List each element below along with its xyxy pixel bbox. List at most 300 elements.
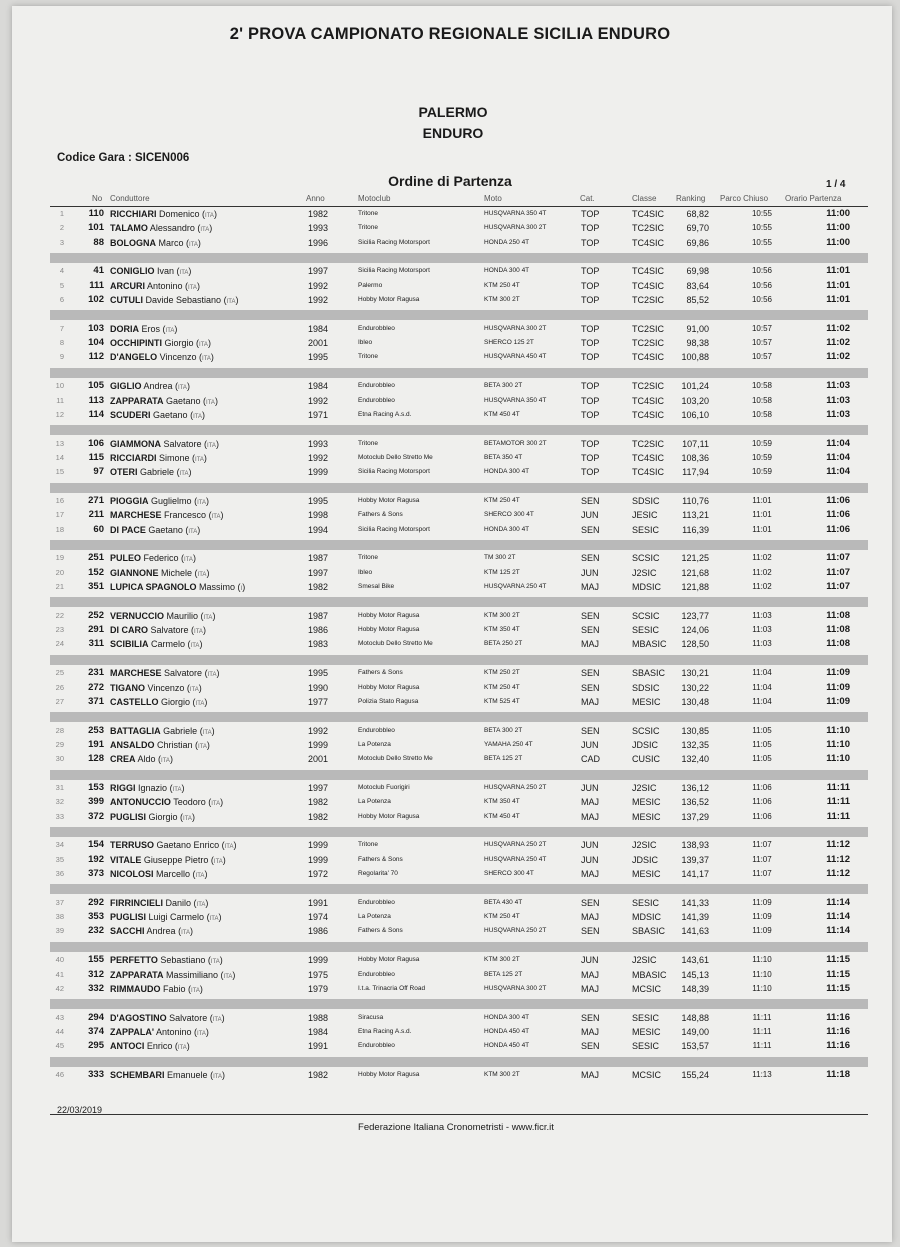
row-category: SEN: [581, 610, 600, 621]
row-start-time: 11:00: [826, 208, 850, 219]
row-driver: GIAMMONA Salvatore (ITA): [110, 438, 219, 449]
row-surname: RICCHIARI: [110, 209, 157, 219]
row-first-name: Gabriele: [140, 467, 175, 478]
row-position: 7: [59, 323, 64, 333]
row-position: 34: [55, 840, 64, 850]
row-position: 1: [59, 209, 64, 218]
row-moto: KTM 450 4T: [484, 410, 520, 418]
row-race-number: 252: [88, 609, 104, 621]
row-motoclub: Hobby Motor Ragusa: [358, 956, 420, 964]
row-motoclub: Motoclub Dello Stretto Me: [358, 755, 433, 763]
row-nationality: ITA: [213, 1074, 222, 1080]
row-motoclub: Tritone: [358, 841, 378, 849]
row-year: 1993: [308, 223, 329, 234]
row-nationality: ITA: [199, 342, 208, 349]
row-position: 32: [55, 797, 64, 807]
row-category: MAJ: [581, 639, 599, 650]
row-race-number: 312: [88, 968, 104, 980]
row-position: 14: [55, 452, 64, 462]
row-position: 12: [55, 409, 64, 419]
row-surname: DORIA: [110, 323, 139, 334]
row-race-number: 101: [88, 222, 104, 234]
row-nationality: ITA: [207, 672, 217, 679]
row-start-time: 11:16: [826, 1025, 850, 1037]
row-position: 44: [55, 1026, 64, 1036]
row-start-time: 11:15: [826, 982, 850, 994]
row-race-number: 155: [88, 954, 104, 966]
row-driver: CONIGLIO Ivan (ITA): [110, 266, 192, 277]
row-category: JUN: [581, 840, 599, 851]
row-start-time: 11:00: [826, 222, 850, 234]
row-race-number: 114: [88, 408, 104, 420]
row-parc-ferme-time: 11:05: [752, 725, 772, 735]
row-year: 1997: [308, 783, 329, 793]
row-ranking: 69,70: [686, 223, 709, 234]
col-cat: Cat.: [580, 194, 595, 203]
row-surname: OTERI: [110, 467, 138, 478]
row-category: JUN: [581, 854, 599, 865]
row-driver: ZAPPARATA Massimiliano (ITA): [110, 969, 236, 980]
row-parc-ferme-time: 11:04: [752, 682, 772, 692]
row-nationality: ITA: [226, 299, 236, 305]
row-motoclub: Hobby Motor Ragusa: [358, 812, 420, 820]
row-nationality: ITA: [202, 356, 211, 363]
row-surname: RIMMAUDO: [110, 983, 161, 994]
row-motoclub: Hobby Motor Ragusa: [358, 611, 420, 619]
row-race-number: 104: [88, 337, 104, 349]
row-moto: HUSQVARNA 300 2T: [484, 984, 547, 992]
row-category: JUN: [581, 955, 599, 966]
row-year: 1988: [308, 1012, 329, 1023]
row-start-time: 11:15: [826, 954, 850, 966]
row-race-number: 115: [88, 451, 104, 463]
row-driver: ZAPPARATA Gaetano (ITA): [110, 395, 218, 406]
row-start-time: 11:09: [826, 681, 850, 693]
row-race-number: 291: [88, 624, 104, 636]
row-nationality: ITA: [211, 801, 221, 808]
row-moto: HUSQVARNA 350 4T: [484, 396, 547, 404]
row-position: 25: [55, 668, 64, 678]
row-race-number: 372: [88, 810, 104, 822]
row-parc-ferme-time: 11:09: [752, 912, 772, 922]
row-race-number: 154: [88, 839, 104, 851]
row-driver: CASTELLO Giorgio (ITA): [110, 696, 208, 707]
row-category: MAJ: [581, 912, 599, 923]
row-ranking: 121,25: [681, 553, 709, 564]
row-start-time: 11:08: [826, 624, 850, 636]
row-race-number: 128: [88, 753, 104, 765]
row-nationality: ITA: [188, 284, 197, 291]
group-separator: [50, 999, 868, 1009]
row-class: TC4SIC: [632, 467, 665, 478]
row-first-name: Gaetano Enrico: [156, 840, 220, 851]
row-class: MBASIC: [632, 969, 667, 980]
row-ranking: 130,22: [681, 682, 709, 693]
row-class: MESIC: [632, 869, 661, 879]
row-ranking: 121,68: [681, 567, 709, 578]
row-start-time: 11:08: [826, 638, 850, 650]
row-motoclub: I.t.a. Trinacria Off Road: [358, 984, 426, 992]
row-year: 1983: [308, 639, 329, 650]
row-category: TOP: [581, 438, 600, 449]
row-ranking: 128,50: [681, 639, 709, 650]
row-position: 11: [56, 395, 64, 405]
row-category: TOP: [581, 338, 600, 349]
row-position: 37: [55, 897, 64, 907]
row-class: MESIC: [632, 1026, 661, 1037]
row-class: J2SIC: [632, 840, 657, 851]
row-motoclub: Palermo: [358, 281, 383, 289]
col-parc: Parco Chiuso: [720, 194, 769, 203]
col-class: Classe: [632, 194, 657, 203]
row-ranking: 143,61: [681, 955, 709, 966]
row-position: 46: [55, 1070, 64, 1079]
row-moto: HONDA 450 4T: [484, 1042, 530, 1050]
row-motoclub: Endurobbleo: [358, 726, 395, 734]
row-driver: RICCIARDI Simone (ITA): [110, 452, 207, 463]
row-category: SEN: [581, 496, 600, 506]
row-position: 45: [55, 1041, 64, 1051]
row-driver: SCIBILIA Carmelo (ITA): [110, 639, 203, 650]
row-race-number: 105: [88, 380, 104, 392]
row-nationality: ITA: [206, 399, 215, 406]
group-separator: [50, 253, 868, 263]
row-surname: OCCHIPINTI: [110, 338, 163, 349]
row-position: 27: [55, 696, 64, 706]
row-position: 31: [55, 783, 64, 792]
row-year: 1971: [308, 409, 329, 420]
row-ranking: 141,33: [681, 897, 709, 908]
row-start-time: 11:15: [826, 968, 850, 980]
group-separator: [50, 655, 868, 665]
row-surname: PUGLISI: [110, 811, 147, 822]
row-surname: CONIGLIO: [110, 266, 155, 277]
row-first-name: Giorgio: [164, 338, 194, 349]
row-ranking: 121,88: [681, 582, 709, 592]
row-race-number: 211: [88, 509, 104, 521]
row-first-name: Andrea: [143, 381, 173, 392]
row-start-time: 11:07: [826, 566, 850, 578]
row-class: SCSIC: [632, 610, 660, 621]
row-start-time: 11:03: [826, 408, 850, 420]
row-start-time: 11:00: [826, 236, 850, 248]
row-surname: BOLOGNA: [110, 237, 156, 248]
row-driver: SACCHI Andrea (ITA): [110, 926, 193, 937]
row-class: SCSIC: [632, 553, 660, 564]
row-motoclub: Motoclub Fuorigiri: [358, 784, 410, 791]
row-category: TOP: [581, 352, 600, 363]
row-ranking: 113,21: [682, 510, 709, 521]
race-code: Codice Gara : SICEN006: [57, 152, 190, 164]
row-moto: KTM 125 2T: [484, 568, 520, 576]
row-start-time: 11:11: [826, 782, 850, 793]
row-ranking: 101,24: [681, 381, 709, 392]
row-position: 30: [55, 754, 64, 764]
row-ranking: 116,39: [682, 524, 709, 535]
row-ranking: 124,06: [681, 625, 709, 636]
row-nationality: ITA: [184, 557, 193, 564]
row-moto: HUSQVARNA 250 4T: [484, 583, 547, 590]
row-first-name: Fabio: [163, 983, 186, 994]
row-moto: KTM 250 4T: [484, 913, 520, 921]
row-year: 1999: [308, 840, 329, 851]
row-parc-ferme-time: 11:03: [752, 610, 772, 620]
row-first-name: Alessandro: [149, 223, 195, 234]
row-motoclub: Smesal Bike: [358, 583, 395, 590]
row-first-name: Massimiliano: [166, 969, 219, 980]
row-moto: KTM 250 4T: [484, 497, 520, 504]
row-start-time: 11:14: [826, 925, 850, 937]
row-race-number: 253: [88, 724, 104, 736]
row-ranking: 141,63: [681, 926, 709, 937]
row-ranking: 130,48: [681, 696, 709, 707]
row-race-number: 191: [88, 738, 104, 750]
group-separator: [50, 540, 868, 550]
row-driver: TERRUSO Gaetano Enrico (ITA): [110, 840, 237, 851]
row-driver: RICCHIARI Domenico (ITA): [110, 209, 217, 219]
row-parc-ferme-time: 10:55: [751, 223, 773, 233]
row-start-time: 11:16: [826, 1040, 850, 1052]
group-separator: [50, 425, 868, 435]
row-driver: ANTOCI Enrico (ITA): [110, 1041, 190, 1052]
row-surname: TERRUSO: [110, 840, 155, 851]
row-position: 2: [59, 223, 64, 233]
row-moto: KTM 525 4T: [484, 697, 520, 705]
row-start-time: 11:03: [826, 380, 850, 392]
row-year: 1977: [308, 696, 329, 707]
row-race-number: 295: [88, 1040, 104, 1052]
row-nationality: ITA: [177, 1045, 187, 1052]
row-race-number: 353: [88, 911, 104, 923]
row-driver: D'ANGELO Vincenzo (ITA): [110, 352, 214, 363]
row-start-time: 11:09: [826, 667, 850, 679]
row-moto: KTM 450 4T: [484, 812, 520, 820]
row-race-number: 294: [88, 1011, 104, 1023]
row-start-time: 11:03: [826, 394, 850, 406]
row-parc-ferme-time: 11:02: [752, 582, 772, 591]
row-surname: D'AGOSTINO: [110, 1012, 167, 1023]
row-category: CAD: [581, 754, 601, 765]
row-surname: SCHEMBARI: [110, 1070, 165, 1080]
row-parc-ferme-time: 11:05: [752, 739, 772, 749]
row-moto: HONDA 250 4T: [484, 238, 530, 246]
row-surname: TIGANO: [110, 682, 145, 693]
row-moto: HONDA 300 4T: [484, 1013, 530, 1021]
row-nationality: ITA: [193, 413, 202, 420]
row-driver: RIGGI Ignazio (ITA): [110, 783, 185, 793]
row-first-name: Emanuele: [167, 1070, 208, 1080]
row-nationality: ITA: [195, 873, 205, 879]
row-start-time: 11:16: [826, 1011, 850, 1023]
row-moto: HUSQVARNA 350 4T: [484, 210, 547, 217]
row-first-name: Vincenzo: [159, 352, 197, 363]
row-parc-ferme-time: 11:02: [752, 553, 772, 563]
row-nationality: ITA: [198, 743, 207, 750]
row-surname: ANTONUCCIO: [110, 797, 171, 808]
row-motoclub: Sicilia Racing Motorsport: [358, 525, 430, 533]
footer-credit: Federazione Italiana Cronometristi - www.ficr.it: [358, 1122, 554, 1133]
row-position: 19: [55, 553, 64, 563]
row-motoclub: Fathers & Sons: [358, 927, 403, 935]
row-driver: MARCHESE Salvatore (ITA): [110, 668, 220, 679]
group-separator: [50, 368, 868, 378]
row-ranking: 141,39: [681, 912, 709, 923]
row-nationality: ITA: [195, 456, 204, 463]
row-parc-ferme-time: 11:09: [752, 897, 772, 907]
row-position: 33: [55, 811, 64, 821]
row-parc-ferme-time: 11:09: [752, 926, 772, 936]
row-first-name: Gaetano: [148, 524, 183, 535]
row-position: 9: [59, 352, 64, 362]
row-year: 1999: [308, 739, 329, 750]
row-category: SEN: [581, 1012, 600, 1023]
row-category: TOP: [581, 295, 600, 305]
row-parc-ferme-time: 11:07: [752, 840, 772, 850]
row-class: TC2SIC: [632, 381, 665, 392]
row-parc-ferme-time: 11:07: [752, 869, 772, 878]
row-race-number: 271: [88, 495, 104, 506]
row-year: 2001: [308, 754, 329, 765]
row-race-number: 60: [93, 523, 104, 535]
row-nationality: ITA: [205, 213, 214, 219]
row-surname: CUTULI: [110, 295, 143, 305]
row-driver: RIMMAUDO Fabio (ITA): [110, 983, 203, 994]
row-start-time: 11:04: [826, 451, 850, 463]
row-motoclub: Fathers & Sons: [358, 511, 403, 519]
row-nationality: ITA: [212, 1016, 222, 1023]
row-first-name: Davide Sebastiano: [145, 295, 222, 305]
row-nationality: ITA: [161, 758, 170, 765]
row-parc-ferme-time: 10:59: [751, 438, 773, 448]
row-motoclub: Endurobbleo: [358, 898, 395, 906]
row-class: TC2SIC: [632, 338, 665, 349]
row-class: TC4SIC: [632, 352, 665, 363]
row-moto: KTM 300 2T: [484, 956, 520, 964]
row-year: 1997: [308, 266, 329, 277]
row-year: 1982: [308, 811, 329, 822]
row-class: SESIC: [632, 1012, 660, 1023]
row-parc-ferme-time: 11:11: [752, 1026, 772, 1036]
col-club: Motoclub: [358, 194, 391, 203]
row-parc-ferme-time: 10:56: [751, 266, 773, 276]
row-nationality: ITA: [200, 227, 210, 234]
row-category: MAJ: [581, 869, 599, 879]
row-surname: ZAPPARATA: [110, 395, 164, 406]
row-start-time: 11:04: [826, 437, 850, 449]
col-moto: Moto: [484, 194, 502, 203]
row-moto: HUSQVARNA 300 2T: [484, 224, 547, 232]
row-parc-ferme-time: 11:01: [752, 496, 772, 505]
row-moto: BETA 250 2T: [484, 640, 523, 648]
row-motoclub: Polizia Stato Ragusa: [358, 697, 419, 705]
row-nationality: ITA: [224, 844, 234, 851]
row-race-number: 251: [88, 552, 104, 564]
row-motoclub: Sicilia Racing Motorsport: [358, 267, 430, 275]
row-first-name: Giuseppe Pietro: [143, 854, 209, 865]
row-race-number: 399: [88, 796, 104, 808]
row-parc-ferme-time: 11:04: [752, 696, 772, 706]
row-category: TOP: [581, 452, 600, 463]
row-surname: GIANNONE: [110, 567, 159, 578]
row-race-number: 153: [88, 782, 104, 793]
row-year: 1972: [308, 869, 329, 879]
row-position: 42: [55, 983, 64, 993]
row-parc-ferme-time: 11:10: [752, 969, 772, 979]
row-class: CUSIC: [632, 754, 661, 765]
row-nationality: ITA: [203, 614, 213, 621]
row-ranking: 91,00: [686, 323, 709, 334]
row-motoclub: Fathers & Sons: [358, 855, 403, 863]
row-first-name: Maurilio: [166, 610, 199, 621]
row-class: SESIC: [632, 625, 660, 636]
row-start-time: 11:12: [826, 853, 850, 865]
row-first-name: Domenico: [159, 209, 200, 219]
row-category: TOP: [581, 467, 600, 478]
row-start-time: 11:06: [826, 523, 850, 535]
row-surname: D'ANGELO: [110, 352, 158, 363]
row-nationality: ITA: [190, 643, 200, 650]
row-surname: LUPICA SPAGNOLO: [110, 582, 197, 592]
row-surname: FIRRINCIELI: [110, 897, 163, 908]
row-category: SEN: [581, 897, 600, 908]
row-moto: HUSQVARNA 250 2T: [484, 784, 547, 791]
row-ranking: 153,57: [681, 1041, 709, 1052]
row-parc-ferme-time: 11:11: [752, 1041, 772, 1051]
row-nationality: ITA: [179, 471, 189, 478]
row-class: MESIC: [632, 696, 661, 707]
row-race-number: 152: [88, 566, 104, 578]
row-year: 1984: [308, 381, 329, 392]
row-race-number: 231: [88, 667, 104, 679]
row-start-time: 11:14: [826, 896, 850, 908]
row-moto: BETA 125 2T: [484, 970, 523, 978]
row-surname: GIGLIO: [110, 381, 142, 392]
event-kind: ENDURO: [422, 125, 484, 141]
row-parc-ferme-time: 11:06: [752, 811, 772, 821]
row-motoclub: Ibleo: [358, 339, 373, 347]
row-race-number: 232: [88, 925, 104, 937]
row-position: 41: [55, 969, 64, 979]
row-driver: DI PACE Gaetano (ITA): [110, 524, 201, 535]
row-moto: KTM 250 2T: [484, 669, 520, 677]
row-motoclub: Hobby Motor Ragusa: [358, 683, 420, 691]
row-position: 28: [55, 725, 64, 735]
row-parc-ferme-time: 11:02: [752, 567, 772, 577]
row-moto: KTM 350 4T: [484, 798, 520, 806]
row-year: 1982: [308, 209, 329, 219]
row-race-number: 333: [88, 1069, 104, 1080]
row-ranking: 141,17: [681, 869, 709, 879]
row-class: MESIC: [632, 797, 661, 808]
row-surname: RIGGI: [110, 783, 136, 793]
row-start-time: 11:12: [826, 868, 850, 879]
row-category: SEN: [581, 625, 600, 636]
row-surname: DI PACE: [110, 524, 146, 535]
row-category: TOP: [581, 381, 600, 392]
row-parc-ferme-time: 11:04: [752, 668, 772, 678]
row-ranking: 98,38: [686, 338, 709, 349]
row-surname: PULEO: [110, 553, 142, 564]
row-year: 1986: [308, 926, 329, 937]
row-ranking: 145,13: [681, 969, 709, 980]
row-position: 23: [55, 625, 64, 635]
row-start-time: 11:06: [826, 495, 850, 506]
row-parc-ferme-time: 10:58: [751, 409, 773, 419]
row-year: 1984: [308, 323, 329, 334]
row-race-number: 106: [88, 437, 104, 449]
row-surname: PERFETTO: [110, 955, 158, 966]
row-ranking: 69,98: [686, 266, 709, 277]
